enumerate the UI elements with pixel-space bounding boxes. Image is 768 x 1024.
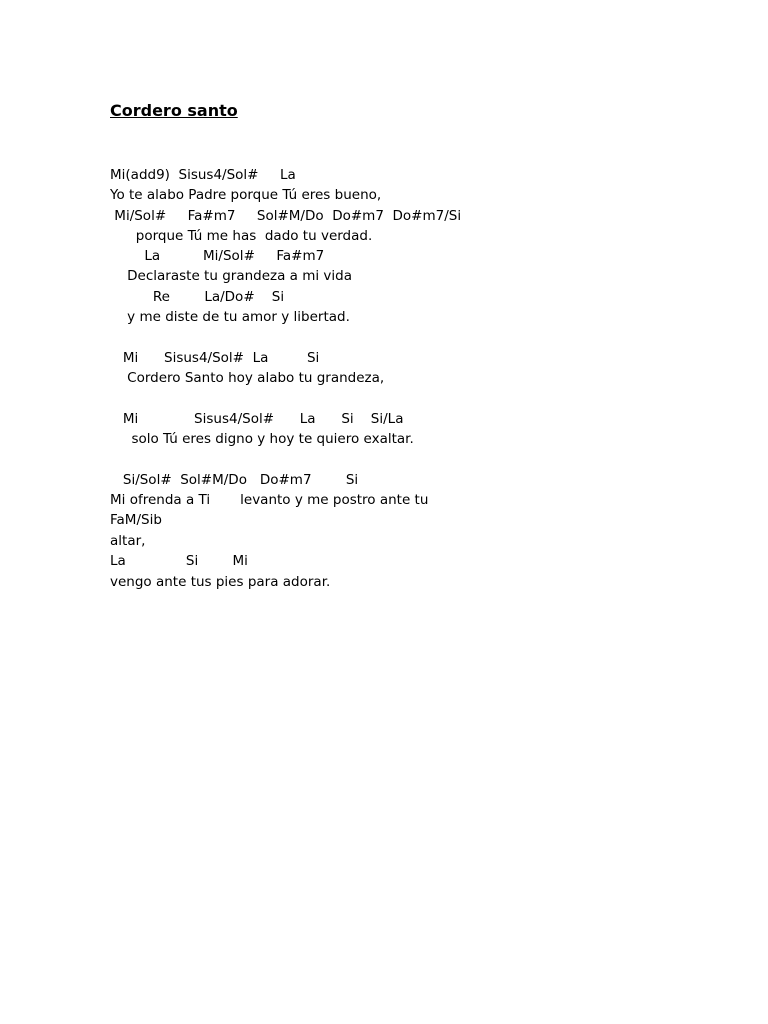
chord-line: La Mi/Sol# Fa#m7 (110, 248, 325, 264)
lyric-line: porque Tú me has dado tu verdad. (110, 228, 373, 244)
chord-line: FaM/Sib (110, 512, 162, 528)
lyric-line: altar, (110, 533, 146, 549)
lyric-line: y me diste de tu amor y libertad. (110, 309, 350, 325)
chord-line: Mi(add9) Sisus4/Sol# La (110, 167, 296, 183)
lyric-line: Mi ofrenda a Ti levanto y me postro ante tu (110, 492, 429, 508)
song-title: Cordero santo (110, 101, 238, 120)
lyric-line: solo Tú eres digno y hoy te quiero exaltar. (110, 431, 414, 447)
chord-line: Re La/Do# Si (110, 289, 285, 305)
lyric-line: Declaraste tu grandeza a mi vida (110, 268, 353, 284)
chord-line: Mi/Sol# Fa#m7 Sol#M/Do Do#m7 Do#m7/Si (110, 208, 462, 224)
chord-line: Si/Sol# Sol#M/Do Do#m7 Si (110, 472, 359, 488)
chord-line: Mi Sisus4/Sol# La Si Si/La (110, 411, 404, 427)
chord-line: La Si Mi (110, 553, 248, 569)
chord-line: Mi Sisus4/Sol# La Si (110, 350, 320, 366)
lyric-line: vengo ante tus pies para adorar. (110, 574, 331, 590)
lyric-line: Cordero Santo hoy alabo tu grandeza, (110, 370, 385, 386)
lyric-line: Yo te alabo Padre porque Tú eres bueno, (110, 187, 382, 203)
